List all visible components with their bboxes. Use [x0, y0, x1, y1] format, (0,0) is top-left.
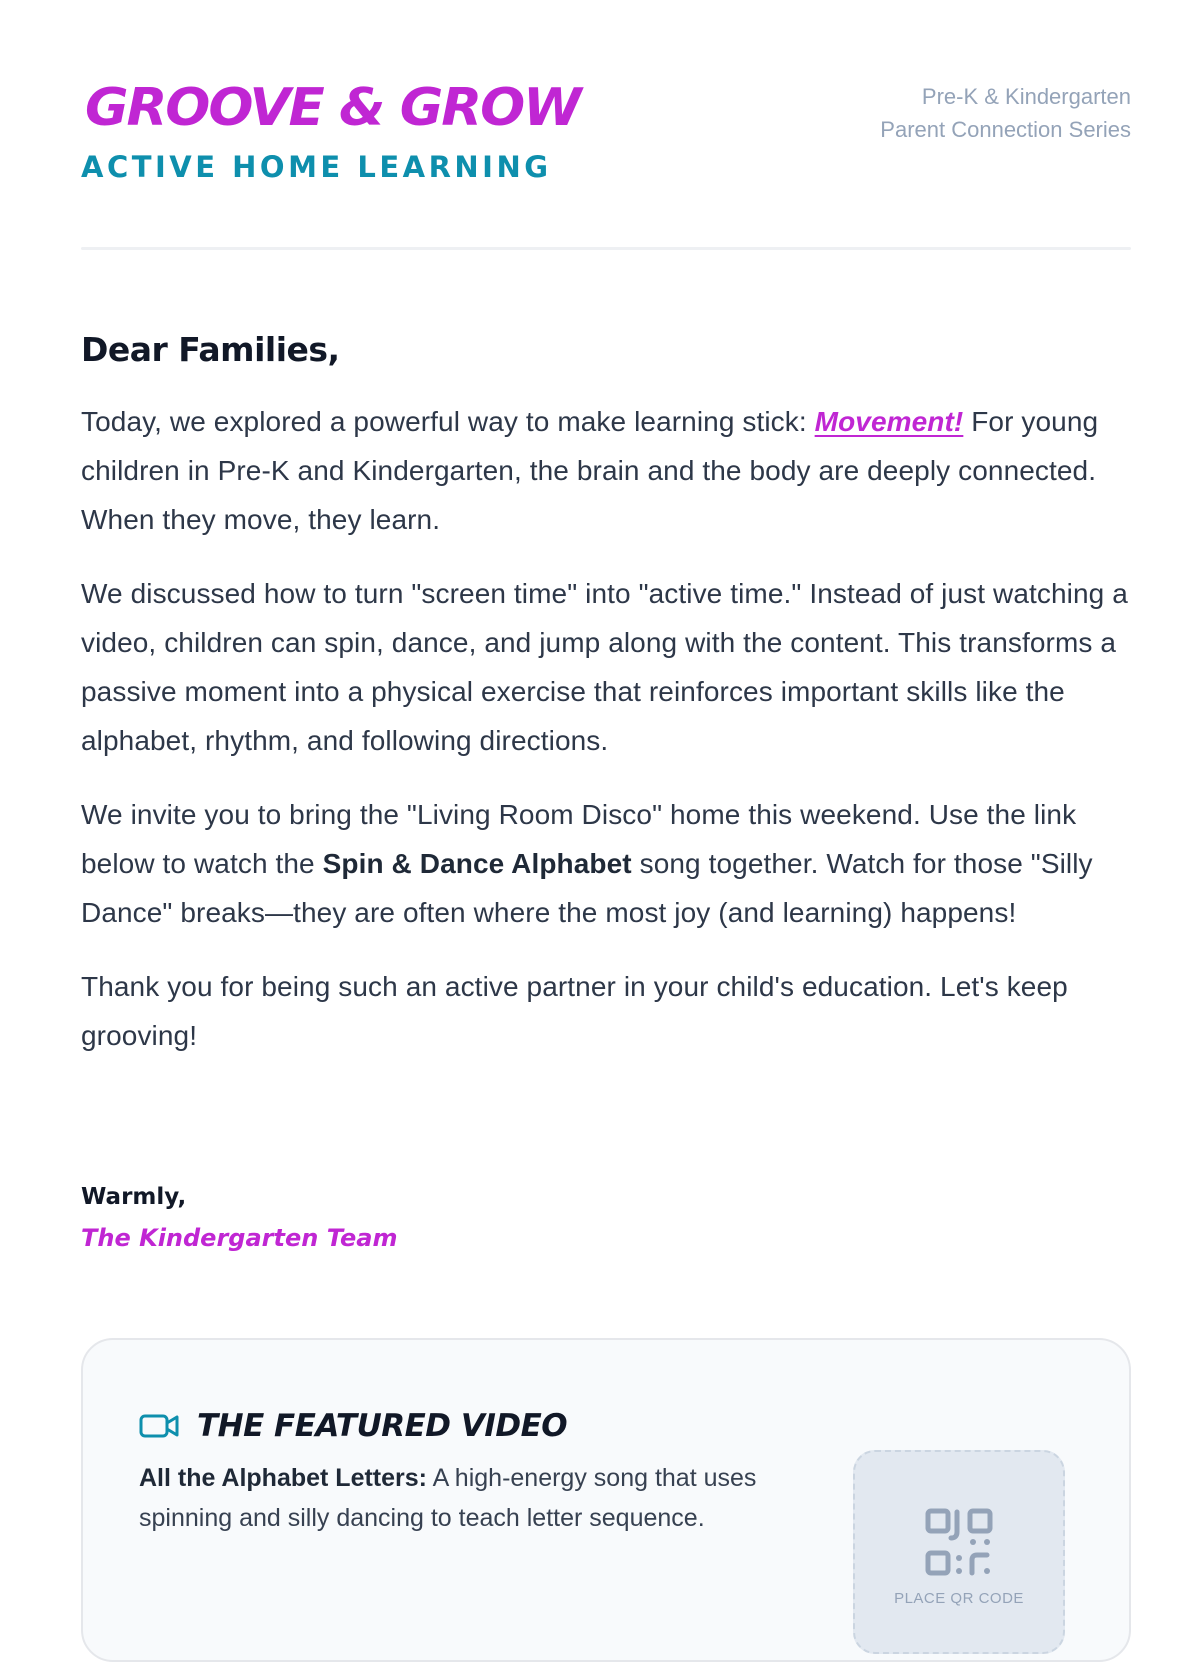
qr-code-placeholder [853, 1450, 1065, 1654]
invite-text-end: song together. Watch for those "Silly Dance" breaks—they are often where the most joy (and learning) happens! [81, 848, 1093, 928]
intro-text-end: For young children in Pre-K and Kindergarten, the brain and the body are deeply connected. When they move, they learn. [81, 406, 1099, 535]
featured-video-heading [139, 1408, 567, 1444]
brand-subtitle: ACTIVE HOME LEARNING [81, 150, 552, 184]
qr-code-label: PLACE QR CODE [894, 1590, 1024, 1607]
signoff-warmly: Warmly, [81, 1184, 187, 1210]
brand-title: GROOVE & GROW [85, 78, 580, 138]
paragraph-intro [81, 397, 1133, 544]
newsletter-header [81, 0, 1131, 250]
featured-video-card [81, 1338, 1131, 1662]
signoff [81, 1184, 397, 1252]
series-label [880, 80, 1131, 146]
intro-text-start: Today, we explored a powerful way to make learning stick: [81, 406, 815, 437]
paragraph-thanks: Thank you for being such an active partner in your child's education. Let's keep grooving! [81, 971, 1068, 1051]
header-divider [81, 247, 1131, 250]
greeting: Dear Families, [81, 330, 340, 369]
song-title: Spin & Dance Alphabet [322, 848, 632, 879]
featured-video-title: THE FEATURED VIDEO [197, 1408, 568, 1444]
invite-text-start: We invite you to bring the "Living Room Disco" home this weekend. Use the link below to watch the [81, 799, 1077, 879]
series-line-name: Parent Connection Series [880, 117, 1131, 142]
paragraph-active-time: We discussed how to turn "screen time" into "active time." Instead of just watching a video, children can spin, dance, and jump along with the content. This transforms a passive moment into a physical exercise that reinforces important skills like the alphabet, rhythm, and following directions. [81, 578, 1128, 756]
video-summary: A high-energy song that uses spinning and silly dancing to teach letter sequence. [139, 1464, 757, 1532]
series-line-grade: Pre-K & Kindergarten [921, 84, 1131, 109]
paragraph-invite [81, 790, 1133, 937]
video-camera-icon [139, 1412, 179, 1440]
letter-body [81, 330, 1133, 1085]
featured-video-description [139, 1458, 759, 1538]
signature: The Kindergarten Team [81, 1224, 398, 1252]
qr-code-icon [925, 1508, 993, 1576]
movement-highlight: Movement! [814, 406, 964, 437]
video-name: All the Alphabet Letters: [139, 1464, 427, 1492]
